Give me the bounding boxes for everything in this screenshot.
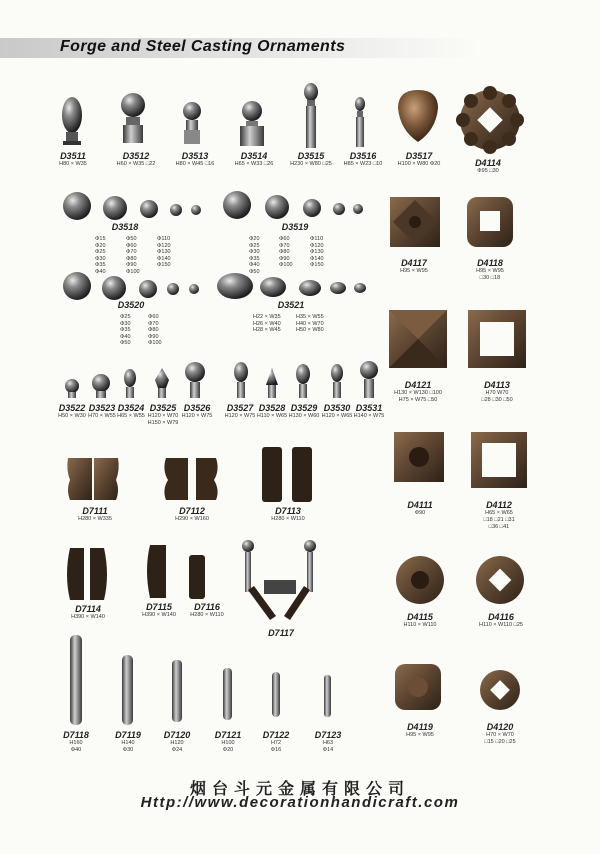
d3519-sizes-col1: Φ20 Φ25 Φ30 Φ35 Φ40 Φ50 (249, 236, 260, 275)
product-d4116 (468, 612, 534, 629)
finial-d3513 (183, 102, 201, 144)
product-dimensions: H50 × W30 (58, 413, 86, 419)
product-code: D3529 (290, 403, 318, 413)
product-code: D4111 (407, 500, 433, 510)
product-d3516 (338, 151, 388, 168)
product-dimensions: H120 × W75 (181, 413, 213, 419)
product-d3524 (115, 403, 147, 420)
product-d4121 (384, 380, 452, 404)
product-dimensions: H65 × W55 (117, 413, 145, 419)
product-code: D4113 (484, 380, 510, 390)
product-code: D3511 (60, 151, 86, 161)
product-d3515 (283, 151, 339, 168)
hinge-d7111 (67, 458, 118, 500)
product-code: D7116 (194, 602, 220, 612)
product-d3528 (255, 403, 289, 420)
product-code: D3526 (183, 403, 211, 413)
finials-d3522-d3531 (65, 361, 378, 398)
product-dimensions: H72 (270, 740, 282, 746)
product-d3525 (145, 403, 181, 427)
product-dimensions: Φ95 □30 (477, 168, 499, 174)
product-dimensions-alt: H75 × W75 □50 (398, 397, 438, 403)
product-code: D7111 (82, 506, 108, 516)
product-code: D3521 (277, 300, 305, 310)
product-d4112 (468, 500, 530, 531)
plate-d4111 (394, 432, 444, 482)
product-d3531 (352, 403, 386, 420)
product-d4115 (392, 612, 448, 629)
product-hole-sizes: □30 □18 (479, 275, 501, 281)
product-dimensions: H65 × W33 □26 (234, 161, 274, 167)
hinge-d7117 (242, 540, 316, 620)
product-dimensions: H290 × W160 (175, 516, 209, 522)
product-dimensions: H280 × W335 (78, 516, 112, 522)
product-d7120 (157, 730, 197, 754)
product-code: D4117 (401, 258, 427, 268)
product-d7123 (308, 730, 348, 754)
product-code: D3531 (355, 403, 383, 413)
product-dimensions: H85 × W23 □10 (343, 161, 383, 167)
product-dimensions: H120 × W70 (147, 413, 179, 419)
product-d4113 (466, 380, 528, 404)
product-dimensions: H70 W70 (485, 390, 509, 396)
finial-d3515 (304, 83, 318, 148)
product-hole-sizes: □18 □21 □31 (483, 517, 515, 523)
product-d7121 (208, 730, 248, 754)
product-code: D7123 (314, 730, 342, 740)
d3520-sizes-col1: Φ25 Φ30 Φ35 Φ40 Φ50 (120, 314, 131, 347)
product-code: D3512 (122, 151, 150, 161)
company-name: 烟台斗元金属有限公司 (189, 779, 410, 798)
product-d7114 (60, 604, 116, 621)
product-code: D3522 (58, 403, 86, 413)
product-diameter: Φ24 (171, 747, 183, 753)
product-code: D3513 (181, 151, 209, 161)
d3521-sizes-col1: H22 × W35 H26 × W40 H28 × W45 (253, 314, 281, 334)
product-d7118 (56, 730, 96, 754)
product-code: D3517 (405, 151, 433, 161)
product-code: D7119 (115, 730, 141, 740)
product-dimensions: H140 (121, 740, 135, 746)
product-dimensions: H120 × W65 (321, 413, 353, 419)
frame-d4113 (468, 310, 526, 368)
product-code: D7112 (179, 506, 205, 516)
product-code: D4114 (475, 158, 501, 168)
product-dimensions: H80 × W35 (59, 161, 87, 167)
product-hole-sizes: □28 □30 □50 (481, 397, 513, 403)
d3521-sizes-col2: H35 × W55 H40 × W70 H50 × W80 (296, 314, 324, 334)
product-d3518 (100, 222, 150, 232)
ovals-d3521 (217, 273, 366, 299)
product-dimensions: H140 × W75 (353, 413, 385, 419)
hinge-d7114 (67, 548, 107, 600)
product-diameter: Φ40 (70, 747, 82, 753)
product-d7115 (136, 602, 182, 619)
product-dimensions: H280 × W110 (271, 516, 305, 522)
product-code: D3516 (349, 151, 377, 161)
hinge-d7115 (147, 545, 166, 598)
product-d4118 (462, 258, 518, 282)
d3518-sizes-col3: Φ110 Φ120 Φ130 Φ140 Φ150 (157, 236, 171, 269)
product-code: D7122 (262, 730, 290, 740)
hinge-pins (70, 635, 331, 725)
product-d4119 (392, 722, 448, 739)
product-dimensions: H80 × W45 □16 (175, 161, 215, 167)
product-dimensions: H65 × W65 (485, 510, 513, 516)
product-d3513 (167, 151, 223, 168)
product-code: D4115 (407, 612, 433, 622)
product-dimensions: H390 × W140 (71, 614, 105, 620)
product-dimensions: H280 × W110 (190, 612, 224, 618)
product-d3521 (266, 300, 316, 310)
product-code: D4121 (404, 380, 432, 390)
product-code: D3527 (226, 403, 254, 413)
plate-d4118 (467, 197, 513, 247)
product-dimensions: H130 × W60 (288, 413, 320, 419)
product-dimensions-alt: H150 × W79 (147, 420, 179, 426)
product-d4120 (470, 722, 530, 746)
product-code: D7118 (63, 730, 89, 740)
product-d4114 (460, 158, 516, 175)
product-dimensions: H95 × W95 (406, 732, 434, 738)
product-code: D3520 (117, 300, 145, 310)
product-code: D4118 (477, 258, 503, 268)
product-dimensions: H120 (170, 740, 184, 746)
plate-d4120 (480, 670, 520, 710)
product-d3523 (86, 403, 118, 420)
d3519-sizes-col3: Φ110 Φ120 Φ130 Φ140 Φ150 (310, 236, 324, 269)
product-dimensions: H70 × W70 (486, 732, 514, 738)
product-code: D4112 (486, 500, 512, 510)
product-dimensions: H100 (221, 740, 235, 746)
hinge-d7116 (189, 555, 205, 599)
product-d4117 (386, 258, 442, 275)
product-d3522 (56, 403, 88, 420)
product-dimensions: H95 × W95 (400, 268, 428, 274)
product-dimensions: H160 (69, 740, 83, 746)
product-code: D3528 (258, 403, 286, 413)
product-d3519 (270, 222, 320, 232)
finial-d3517 (398, 90, 438, 142)
product-code: D4119 (407, 722, 433, 732)
product-code: D3518 (111, 222, 139, 232)
product-diameter: Φ30 (122, 747, 134, 753)
finial-d3516 (355, 97, 365, 147)
product-code: D3523 (88, 403, 116, 413)
finial-d3512 (121, 93, 145, 143)
product-d3529 (287, 403, 321, 420)
product-code: D7120 (163, 730, 191, 740)
rosette-d4114 (456, 86, 524, 154)
product-d3530 (320, 403, 354, 420)
hinge-d7112 (164, 458, 217, 500)
product-d7117 (258, 628, 304, 638)
product-dimensions: H100 × W80 Φ20 (397, 161, 441, 167)
product-d7111 (65, 506, 125, 523)
product-d3520 (106, 300, 156, 310)
product-hole-sizes: □15 □20 □25 (484, 739, 516, 745)
product-dimensions: H110 × W110 (403, 622, 437, 628)
product-d3527 (223, 403, 257, 420)
product-dimensions: H60 × W35 □22 (116, 161, 156, 167)
product-code: D3515 (297, 151, 325, 161)
product-d3526 (180, 403, 214, 420)
product-dimensions: H63 (322, 740, 334, 746)
product-diameter: Φ14 (322, 747, 334, 753)
product-d4111 (392, 500, 448, 517)
product-dimensions: H390 × W140 (142, 612, 176, 618)
finial-d3514 (240, 101, 264, 146)
rosette-d4116 (476, 556, 524, 604)
product-d3511 (48, 151, 98, 168)
website-url[interactable]: Http://www.decorationhandicraft.com (140, 794, 460, 811)
product-d7119 (108, 730, 148, 754)
d3519-sizes-col2: Φ60 Φ70 Φ80 Φ90 Φ100 (279, 236, 293, 269)
rosette-d4115 (396, 556, 444, 604)
product-d7122 (256, 730, 296, 754)
product-diameter: Φ20 (222, 747, 234, 753)
product-d7112 (162, 506, 222, 523)
halfballs-d3519 (223, 191, 363, 219)
product-code: D4120 (486, 722, 514, 732)
product-diameter: Φ16 (270, 747, 282, 753)
product-d7116 (184, 602, 230, 619)
product-code: D7114 (75, 604, 101, 614)
hinge-d7113 (262, 447, 312, 502)
product-d7113 (258, 506, 318, 523)
product-dimensions: H120 × W75 (224, 413, 256, 419)
product-code: D4116 (488, 612, 514, 622)
product-dimensions: Φ90 (414, 510, 426, 516)
product-code: D3514 (240, 151, 268, 161)
product-d3517 (388, 151, 450, 168)
product-dimensions: H110 × W65 (256, 413, 288, 419)
product-dimensions: H230 × W80 □25 (290, 161, 332, 167)
product-dimensions: H70 × W55 (88, 413, 116, 419)
product-d3514 (226, 151, 282, 168)
product-code: D3525 (149, 403, 177, 413)
product-code: D3524 (117, 403, 145, 413)
product-code: D7117 (268, 628, 294, 638)
product-code: D7121 (214, 730, 242, 740)
frame-d4112 (471, 432, 527, 488)
product-code: D3530 (323, 403, 351, 413)
product-dimensions: H130 × W130 □100 (394, 390, 442, 396)
product-dimensions: H95 × W95 (476, 268, 504, 274)
product-code: D3519 (281, 222, 309, 232)
product-d3512 (108, 151, 164, 168)
plate-d4121 (389, 310, 447, 368)
product-code: D7115 (146, 602, 172, 612)
d3518-sizes-col2: Φ50 Φ60 Φ70 Φ80 Φ90 Φ100 (126, 236, 140, 275)
balls-d3518 (63, 192, 201, 220)
product-dimensions: H110 × W110 □25 (479, 622, 523, 628)
finial-d3511 (62, 97, 82, 145)
d3520-sizes-col2: Φ60 Φ70 Φ80 Φ90 Φ100 (148, 314, 162, 347)
plate-d4117 (390, 197, 440, 247)
d3518-sizes-col1: Φ15 Φ20 Φ25 Φ30 Φ35 Φ40 (95, 236, 106, 275)
product-hole-sizes-alt: □36 □41 (488, 524, 510, 530)
plate-d4119 (395, 664, 441, 710)
page-title: Forge and Steel Casting Ornaments (60, 38, 346, 55)
product-code: D7113 (275, 506, 301, 516)
balls-d3520 (63, 272, 199, 300)
